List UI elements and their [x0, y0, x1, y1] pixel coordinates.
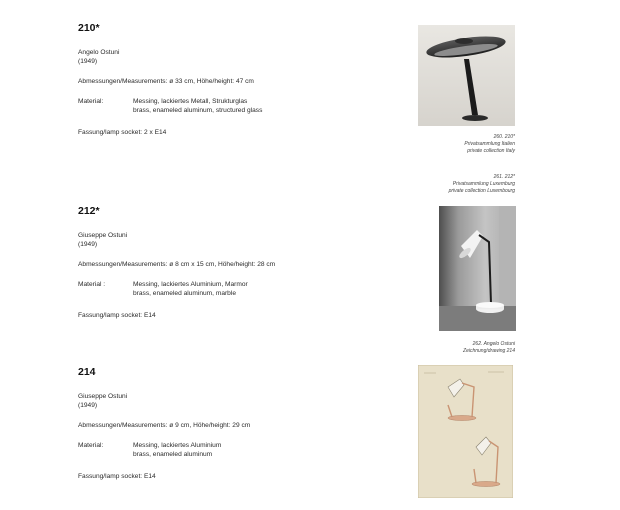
lamp-210-image	[418, 25, 515, 126]
material-label: Material:	[78, 442, 104, 449]
material-block	[78, 280, 398, 298]
caption-collection-en: private collection Italy	[467, 148, 515, 154]
lamp-socket: Fassung/lamp socket: 2 x E14	[78, 129, 167, 136]
lamp-socket: Fassung/lamp socket: E14	[78, 312, 156, 319]
caption-drawing-title: Zeichnung/drawing 214	[463, 348, 515, 354]
design-year: (1949)	[78, 58, 98, 65]
lamp-210-photo	[418, 25, 515, 126]
material-label: Material :	[78, 281, 106, 288]
material-block	[78, 97, 398, 115]
entry-number: 210*	[78, 22, 100, 34]
caption-collection-de: Privatsammlung Luxemburg	[452, 181, 515, 187]
measurements: Abmessungen/Measurements: ø 8 cm x 15 cm, Höhe/height: 28 cm	[78, 261, 276, 268]
entry-212	[78, 205, 398, 320]
design-year: (1949)	[78, 402, 98, 409]
caption-collection-de: Privatsammlung Italien	[464, 141, 515, 147]
caption-figure-number: 261. 212*	[493, 174, 515, 180]
material-german: Messing, lackiertes Aluminium	[133, 442, 222, 449]
lamp-212-image	[439, 206, 516, 331]
material-english: brass, enameled aluminum, structured glass	[133, 107, 263, 114]
lamp-212-photo	[439, 206, 516, 331]
entry-210	[78, 22, 398, 137]
material-german: Messing, lackiertes Metall, Strukturglas	[133, 98, 248, 105]
measurements: Abmessungen/Measurements: ø 33 cm, Höhe/height: 47 cm	[78, 78, 254, 85]
material-block	[78, 441, 398, 459]
caption-214-drawing	[375, 341, 515, 355]
lamp-214-sketch	[418, 365, 513, 498]
entry-number: 214	[78, 366, 96, 378]
material-english: brass, enameled aluminum, marble	[133, 290, 236, 297]
material-english: brass, enameled aluminum	[133, 451, 213, 458]
caption-collection-en: private collection Luxembourg	[448, 188, 515, 194]
lamp-214-drawing	[418, 365, 513, 498]
designer-name: Angelo Ostuni	[78, 49, 120, 56]
caption-figure-number: 262. Angelo Ostuni	[472, 341, 515, 347]
entry-214	[78, 366, 398, 481]
material-german: Messing, lackiertes Aluminium, Marmor	[133, 281, 248, 288]
designer-name: Giuseppe Ostuni	[78, 393, 128, 400]
designer-name: Giuseppe Ostuni	[78, 232, 128, 239]
caption-210	[375, 134, 515, 155]
caption-212	[375, 174, 515, 195]
material-label: Material:	[78, 98, 104, 105]
measurements: Abmessungen/Measurements: ø 9 cm, Höhe/height: 29 cm	[78, 422, 251, 429]
caption-figure-number: 260. 210*	[493, 134, 515, 140]
entry-number: 212*	[78, 205, 100, 217]
design-year: (1949)	[78, 241, 98, 248]
lamp-socket: Fassung/lamp socket: E14	[78, 473, 156, 480]
